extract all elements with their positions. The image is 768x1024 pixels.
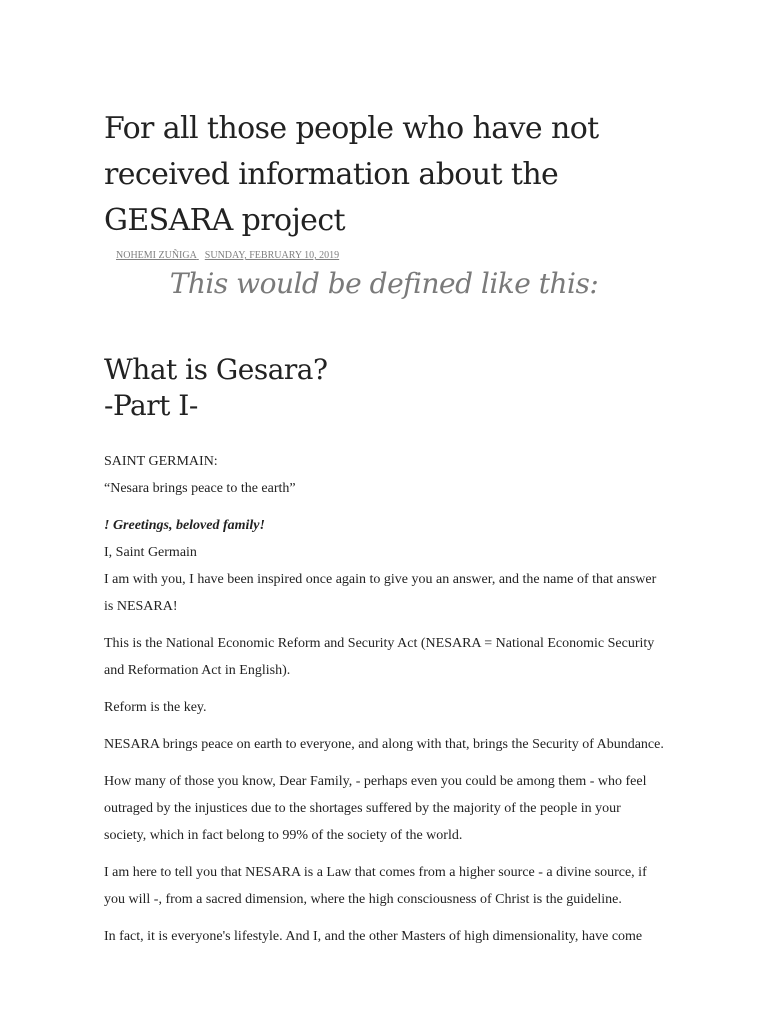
article-title: For all those people who have not received information about the GESARA project	[104, 111, 599, 238]
date-link[interactable]: SUNDAY, FEBRUARY 10, 2019	[204, 250, 340, 261]
speaker-label: SAINT GERMAIN:	[104, 454, 218, 469]
paragraph: I am with you, I have been inspired once again to give you an answer, and the name of that answer is NESARA!	[104, 572, 657, 614]
section-heading	[104, 352, 664, 424]
article-subtitle: This would be defined like this:	[169, 267, 599, 300]
signature-line: I, Saint Germain	[104, 545, 197, 560]
section-heading-part: -Part I-	[104, 389, 198, 422]
paragraph: NESARA brings peace on earth to everyone, and along with that, brings the Security of Abundance.	[104, 737, 664, 752]
paragraph: In fact, it is everyone's lifestyle. And I, and the other Masters of high dimensionality, have come	[104, 929, 643, 944]
author-link[interactable]: NOHEMI ZUÑIGA	[116, 250, 197, 261]
speaker-quote: “Nesara brings peace to the earth”	[104, 481, 296, 496]
article-byline	[116, 250, 664, 262]
paragraph: Reform is the key.	[104, 700, 207, 715]
paragraph: This is the National Economic Reform and Security Act (NESARA = National Economic Security and Reformation Act in English).	[104, 636, 655, 678]
paragraph: I am here to tell you that NESARA is a Law that comes from a higher source - a divine source, if you will -, from a sacred dimension, where the high consciousness of Christ is the guideline.	[104, 865, 647, 907]
paragraph: How many of those you know, Dear Family, - perhaps even you could be among them - who feel outraged by the injustices due to the shortages suffered by the majority of the people in your society, which in fact belong to 99% of the society of the world.	[104, 774, 647, 843]
greeting: ! Greetings, beloved family!	[104, 518, 265, 533]
article-body	[104, 448, 664, 950]
section-heading-title: What is Gesara?	[104, 353, 328, 386]
